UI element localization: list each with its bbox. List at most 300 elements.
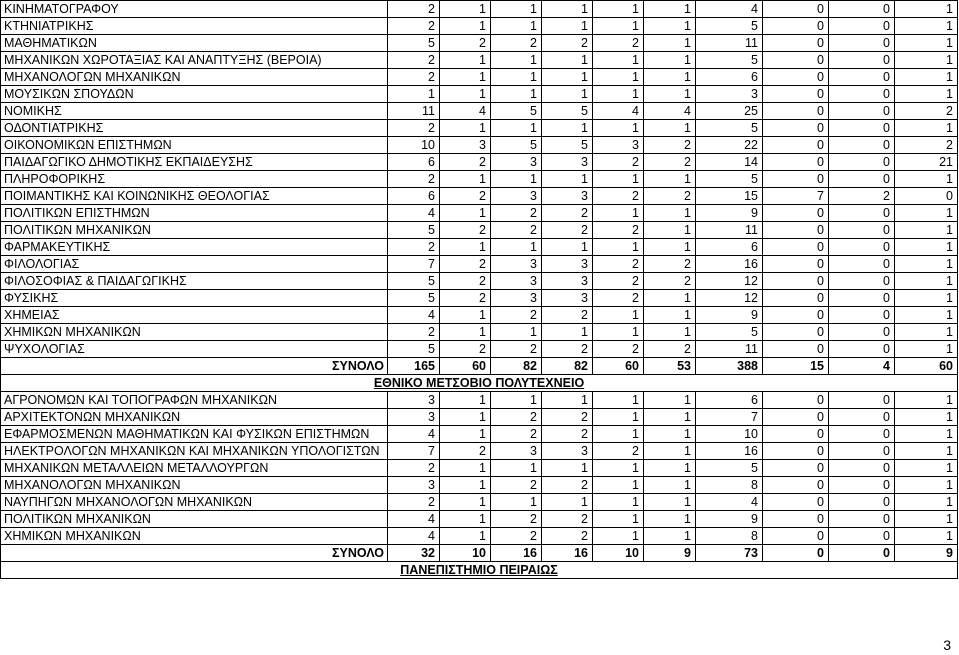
value-cell: 0 <box>829 426 895 443</box>
value-cell: 1 <box>440 460 491 477</box>
table-row <box>1 103 958 120</box>
total-value: 82 <box>542 358 593 375</box>
value-cell: 1 <box>895 256 958 273</box>
table-row <box>1 477 958 494</box>
table-row <box>1 35 958 52</box>
value-cell: 5 <box>696 52 763 69</box>
value-cell: 3 <box>491 154 542 171</box>
value-cell: 3 <box>388 409 440 426</box>
value-cell: 1 <box>644 35 696 52</box>
value-cell: 2 <box>542 35 593 52</box>
value-cell: 0 <box>763 460 829 477</box>
value-cell: 1 <box>644 205 696 222</box>
value-cell: 1 <box>895 392 958 409</box>
value-cell: 0 <box>829 86 895 103</box>
value-cell: 1 <box>440 239 491 256</box>
value-cell: 0 <box>829 273 895 290</box>
value-cell: 9 <box>696 205 763 222</box>
table-row <box>1 52 958 69</box>
value-cell: 1 <box>440 120 491 137</box>
value-cell: 0 <box>829 120 895 137</box>
value-cell: 12 <box>696 273 763 290</box>
value-cell: 2 <box>593 154 644 171</box>
value-cell: 0 <box>763 222 829 239</box>
value-cell: 2 <box>388 460 440 477</box>
department-name: ΗΛΕΚΤΡΟΛΟΓΩΝ ΜΗΧΑΝΙΚΩΝ ΚΑΙ ΜΗΧΑΝΙΚΩΝ ΥΠΟΛΟΓΙΣΤΩΝ <box>1 443 388 460</box>
value-cell: 2 <box>491 511 542 528</box>
department-name: ΜΗΧΑΝΙΚΩΝ ΜΕΤΑΛΛΕΙΩΝ ΜΕΤΑΛΛΟΥΡΓΩΝ <box>1 460 388 477</box>
value-cell: 1 <box>895 18 958 35</box>
value-cell: 1 <box>440 528 491 545</box>
department-name: ΦΙΛΟΣΟΦΙΑΣ & ΠΑΙΔΑΓΩΓΙΚΗΣ <box>1 273 388 290</box>
total-value: 60 <box>593 358 644 375</box>
value-cell: 2 <box>542 477 593 494</box>
value-cell: 0 <box>829 443 895 460</box>
table-row <box>1 494 958 511</box>
value-cell: 1 <box>440 307 491 324</box>
value-cell: 4 <box>388 307 440 324</box>
value-cell: 7 <box>696 409 763 426</box>
value-cell: 3 <box>491 256 542 273</box>
table-row <box>1 188 958 205</box>
value-cell: 2 <box>542 307 593 324</box>
total-value: 10 <box>440 545 491 562</box>
value-cell: 0 <box>829 222 895 239</box>
value-cell: 2 <box>542 426 593 443</box>
value-cell: 3 <box>542 290 593 307</box>
value-cell: 1 <box>440 86 491 103</box>
value-cell: 0 <box>829 477 895 494</box>
value-cell: 2 <box>491 528 542 545</box>
value-cell: 2 <box>440 35 491 52</box>
value-cell: 2 <box>593 256 644 273</box>
value-cell: 2 <box>644 341 696 358</box>
department-name: ΦΥΣΙΚΗΣ <box>1 290 388 307</box>
value-cell: 1 <box>895 409 958 426</box>
value-cell: 3 <box>491 443 542 460</box>
value-cell: 22 <box>696 137 763 154</box>
value-cell: 0 <box>763 86 829 103</box>
value-cell: 1 <box>895 86 958 103</box>
value-cell: 2 <box>593 222 644 239</box>
value-cell: 1 <box>593 511 644 528</box>
value-cell: 1 <box>644 324 696 341</box>
department-name: ΕΦΑΡΜΟΣΜΕΝΩΝ ΜΑΘΗΜΑΤΙΚΩΝ ΚΑΙ ΦΥΣΙΚΩΝ ΕΠΙΣΤΗΜΩΝ <box>1 426 388 443</box>
value-cell: 0 <box>763 511 829 528</box>
value-cell: 0 <box>763 392 829 409</box>
value-cell: 1 <box>440 324 491 341</box>
total-label: ΣΥΝΟΛΟ <box>1 545 388 562</box>
value-cell: 0 <box>763 18 829 35</box>
value-cell: 1 <box>895 426 958 443</box>
table-row <box>1 307 958 324</box>
value-cell: 12 <box>696 290 763 307</box>
value-cell: 1 <box>440 1 491 18</box>
value-cell: 5 <box>696 324 763 341</box>
value-cell: 2 <box>491 205 542 222</box>
section-header-row <box>1 562 958 579</box>
value-cell: 10 <box>696 426 763 443</box>
value-cell: 1 <box>895 341 958 358</box>
table-row <box>1 239 958 256</box>
value-cell: 2 <box>491 409 542 426</box>
department-name: ΝΑΥΠΗΓΩΝ ΜΗΧΑΝΟΛΟΓΩΝ ΜΗΧΑΝΙΚΩΝ <box>1 494 388 511</box>
value-cell: 1 <box>593 18 644 35</box>
value-cell: 0 <box>763 426 829 443</box>
value-cell: 7 <box>763 188 829 205</box>
value-cell: 3 <box>696 86 763 103</box>
value-cell: 2 <box>542 222 593 239</box>
value-cell: 0 <box>763 154 829 171</box>
value-cell: 0 <box>763 341 829 358</box>
value-cell: 2 <box>644 188 696 205</box>
value-cell: 2 <box>491 477 542 494</box>
value-cell: 2 <box>440 341 491 358</box>
value-cell: 0 <box>763 409 829 426</box>
table-row <box>1 205 958 222</box>
table-row <box>1 273 958 290</box>
value-cell: 0 <box>763 103 829 120</box>
value-cell: 1 <box>542 324 593 341</box>
value-cell: 14 <box>696 154 763 171</box>
value-cell: 1 <box>440 205 491 222</box>
value-cell: 5 <box>491 103 542 120</box>
value-cell: 0 <box>763 69 829 86</box>
value-cell: 0 <box>763 528 829 545</box>
table-row <box>1 290 958 307</box>
value-cell: 1 <box>644 426 696 443</box>
value-cell: 1 <box>593 528 644 545</box>
table-row <box>1 171 958 188</box>
value-cell: 1 <box>895 511 958 528</box>
department-name: ΠΟΙΜΑΝΤΙΚΗΣ ΚΑΙ ΚΟΙΝΩΝΙΚΗΣ ΘΕΟΛΟΓΙΑΣ <box>1 188 388 205</box>
value-cell: 1 <box>644 86 696 103</box>
value-cell: 1 <box>644 409 696 426</box>
value-cell: 1 <box>440 69 491 86</box>
value-cell: 1 <box>593 392 644 409</box>
department-name: ΑΓΡΟΝΟΜΩΝ ΚΑΙ ΤΟΠΟΓΡΑΦΩΝ ΜΗΧΑΝΙΚΩΝ <box>1 392 388 409</box>
value-cell: 4 <box>388 511 440 528</box>
value-cell: 5 <box>388 222 440 239</box>
value-cell: 5 <box>696 460 763 477</box>
department-name: ΦΙΛΟΛΟΓΙΑΣ <box>1 256 388 273</box>
value-cell: 1 <box>895 273 958 290</box>
value-cell: 3 <box>491 273 542 290</box>
value-cell: 11 <box>696 35 763 52</box>
department-name: ΑΡΧΙΤΕΚΤΟΝΩΝ ΜΗΧΑΝΙΚΩΝ <box>1 409 388 426</box>
value-cell: 4 <box>388 205 440 222</box>
value-cell: 4 <box>593 103 644 120</box>
value-cell: 9 <box>696 307 763 324</box>
value-cell: 0 <box>829 171 895 188</box>
value-cell: 1 <box>542 69 593 86</box>
value-cell: 1 <box>895 222 958 239</box>
value-cell: 2 <box>388 494 440 511</box>
value-cell: 6 <box>696 392 763 409</box>
value-cell: 0 <box>763 35 829 52</box>
value-cell: 2 <box>440 154 491 171</box>
value-cell: 2 <box>388 171 440 188</box>
table-row <box>1 222 958 239</box>
department-name: ΜΑΘΗΜΑΤΙΚΩΝ <box>1 35 388 52</box>
value-cell: 1 <box>491 171 542 188</box>
value-cell: 1 <box>593 324 644 341</box>
table-row <box>1 460 958 477</box>
value-cell: 1 <box>895 52 958 69</box>
value-cell: 2 <box>593 443 644 460</box>
value-cell: 1 <box>895 324 958 341</box>
value-cell: 3 <box>542 443 593 460</box>
value-cell: 2 <box>491 307 542 324</box>
value-cell: 5 <box>388 290 440 307</box>
table-row <box>1 409 958 426</box>
value-cell: 0 <box>763 120 829 137</box>
value-cell: 1 <box>542 1 593 18</box>
value-cell: 1 <box>593 1 644 18</box>
table-row <box>1 86 958 103</box>
table-row <box>1 256 958 273</box>
value-cell: 1 <box>542 239 593 256</box>
total-value: 32 <box>388 545 440 562</box>
value-cell: 1 <box>644 52 696 69</box>
value-cell: 2 <box>440 443 491 460</box>
value-cell: 4 <box>696 494 763 511</box>
value-cell: 11 <box>696 222 763 239</box>
value-cell: 2 <box>593 290 644 307</box>
value-cell: 7 <box>388 443 440 460</box>
value-cell: 0 <box>829 307 895 324</box>
value-cell: 1 <box>593 205 644 222</box>
department-name: ΝΟΜΙΚΗΣ <box>1 103 388 120</box>
value-cell: 1 <box>644 477 696 494</box>
value-cell: 5 <box>388 273 440 290</box>
total-value: 16 <box>542 545 593 562</box>
value-cell: 2 <box>644 154 696 171</box>
value-cell: 21 <box>895 154 958 171</box>
value-cell: 1 <box>895 528 958 545</box>
department-name: ΦΑΡΜΑΚΕΥΤΙΚΗΣ <box>1 239 388 256</box>
value-cell: 6 <box>388 188 440 205</box>
value-cell: 1 <box>644 494 696 511</box>
value-cell: 0 <box>829 103 895 120</box>
value-cell: 0 <box>829 1 895 18</box>
value-cell: 0 <box>829 290 895 307</box>
value-cell: 2 <box>895 137 958 154</box>
total-value: 9 <box>644 545 696 562</box>
value-cell: 0 <box>829 409 895 426</box>
value-cell: 4 <box>388 426 440 443</box>
value-cell: 3 <box>491 290 542 307</box>
value-cell: 0 <box>829 239 895 256</box>
value-cell: 1 <box>644 443 696 460</box>
total-value: 82 <box>491 358 542 375</box>
value-cell: 1 <box>440 511 491 528</box>
value-cell: 1 <box>491 120 542 137</box>
department-name: ΠΛΗΡΟΦΟΡΙΚΗΣ <box>1 171 388 188</box>
value-cell: 5 <box>388 341 440 358</box>
total-value: 9 <box>895 545 958 562</box>
value-cell: 0 <box>763 256 829 273</box>
value-cell: 2 <box>491 426 542 443</box>
value-cell: 0 <box>829 256 895 273</box>
value-cell: 0 <box>829 494 895 511</box>
value-cell: 3 <box>388 477 440 494</box>
value-cell: 2 <box>542 528 593 545</box>
value-cell: 2 <box>593 35 644 52</box>
value-cell: 0 <box>829 528 895 545</box>
value-cell: 1 <box>593 86 644 103</box>
table-row <box>1 154 958 171</box>
value-cell: 0 <box>763 477 829 494</box>
table-row <box>1 443 958 460</box>
value-cell: 1 <box>644 511 696 528</box>
department-name: ΠΑΙΔΑΓΩΓΙΚΟ ΔΗΜΟΤΙΚΗΣ ΕΚΠΑΙΔΕΥΣΗΣ <box>1 154 388 171</box>
value-cell: 11 <box>388 103 440 120</box>
value-cell: 3 <box>542 256 593 273</box>
value-cell: 3 <box>491 188 542 205</box>
value-cell: 1 <box>593 171 644 188</box>
value-cell: 5 <box>696 18 763 35</box>
value-cell: 6 <box>696 69 763 86</box>
value-cell: 1 <box>593 239 644 256</box>
total-value: 15 <box>763 358 829 375</box>
value-cell: 1 <box>593 426 644 443</box>
value-cell: 5 <box>542 137 593 154</box>
value-cell: 1 <box>895 205 958 222</box>
value-cell: 1 <box>593 307 644 324</box>
value-cell: 2 <box>644 137 696 154</box>
value-cell: 1 <box>895 239 958 256</box>
value-cell: 1 <box>542 52 593 69</box>
value-cell: 1 <box>644 171 696 188</box>
department-name: ΜΗΧΑΝΟΛΟΓΩΝ ΜΗΧΑΝΙΚΩΝ <box>1 477 388 494</box>
value-cell: 1 <box>440 477 491 494</box>
value-cell: 8 <box>696 477 763 494</box>
value-cell: 5 <box>696 171 763 188</box>
department-name: ΜΗΧΑΝΙΚΩΝ ΧΩΡΟΤΑΞΙΑΣ ΚΑΙ ΑΝΑΠΤΥΞΗΣ (ΒΕΡΟΙΑ) <box>1 52 388 69</box>
value-cell: 0 <box>829 511 895 528</box>
value-cell: 0 <box>763 494 829 511</box>
value-cell: 4 <box>388 528 440 545</box>
department-name: ΜΗΧΑΝΟΛΟΓΩΝ ΜΗΧΑΝΙΚΩΝ <box>1 69 388 86</box>
value-cell: 1 <box>542 86 593 103</box>
value-cell: 2 <box>388 18 440 35</box>
department-name: ΜΟΥΣΙΚΩΝ ΣΠΟΥΔΩΝ <box>1 86 388 103</box>
value-cell: 2 <box>593 341 644 358</box>
value-cell: 0 <box>829 392 895 409</box>
department-name: ΟΔΟΝΤΙΑΤΡΙΚΗΣ <box>1 120 388 137</box>
value-cell: 1 <box>895 477 958 494</box>
value-cell: 2 <box>895 103 958 120</box>
value-cell: 4 <box>696 1 763 18</box>
value-cell: 1 <box>593 477 644 494</box>
value-cell: 6 <box>388 154 440 171</box>
value-cell: 0 <box>829 324 895 341</box>
value-cell: 1 <box>895 171 958 188</box>
total-value: 388 <box>696 358 763 375</box>
value-cell: 1 <box>895 307 958 324</box>
value-cell: 2 <box>388 69 440 86</box>
value-cell: 1 <box>593 409 644 426</box>
value-cell: 1 <box>895 443 958 460</box>
value-cell: 8 <box>696 528 763 545</box>
table-row <box>1 18 958 35</box>
value-cell: 2 <box>440 222 491 239</box>
value-cell: 3 <box>542 188 593 205</box>
value-cell: 0 <box>829 460 895 477</box>
value-cell: 2 <box>644 273 696 290</box>
value-cell: 1 <box>491 69 542 86</box>
total-value: 0 <box>763 545 829 562</box>
department-name: ΧΗΜΙΚΩΝ ΜΗΧΑΝΙΚΩΝ <box>1 528 388 545</box>
table-body <box>1 1 958 579</box>
value-cell: 0 <box>763 290 829 307</box>
value-cell: 1 <box>491 324 542 341</box>
value-cell: 0 <box>763 239 829 256</box>
department-name: ΧΗΜΕΙΑΣ <box>1 307 388 324</box>
value-cell: 0 <box>763 1 829 18</box>
value-cell: 2 <box>388 1 440 18</box>
total-value: 16 <box>491 545 542 562</box>
value-cell: 4 <box>440 103 491 120</box>
department-name: ΨΥΧΟΛΟΓΙΑΣ <box>1 341 388 358</box>
value-cell: 2 <box>388 239 440 256</box>
table-row <box>1 120 958 137</box>
table-row <box>1 528 958 545</box>
value-cell: 1 <box>644 69 696 86</box>
value-cell: 1 <box>542 494 593 511</box>
value-cell: 1 <box>895 290 958 307</box>
value-cell: 1 <box>644 239 696 256</box>
value-cell: 1 <box>895 35 958 52</box>
value-cell: 1 <box>593 120 644 137</box>
value-cell: 1 <box>644 392 696 409</box>
department-name: ΠΟΛΙΤΙΚΩΝ ΜΗΧΑΝΙΚΩΝ <box>1 222 388 239</box>
value-cell: 1 <box>491 52 542 69</box>
value-cell: 1 <box>644 18 696 35</box>
value-cell: 16 <box>696 256 763 273</box>
value-cell: 0 <box>763 171 829 188</box>
value-cell: 1 <box>895 494 958 511</box>
value-cell: 2 <box>440 188 491 205</box>
value-cell: 1 <box>542 18 593 35</box>
value-cell: 1 <box>440 426 491 443</box>
value-cell: 4 <box>644 103 696 120</box>
value-cell: 0 <box>829 69 895 86</box>
value-cell: 3 <box>388 392 440 409</box>
value-cell: 5 <box>696 120 763 137</box>
section-title: ΠΑΝΕΠΙΣΤΗΜΙΟ ΠΕΙΡΑΙΩΣ <box>1 562 958 579</box>
value-cell: 2 <box>491 222 542 239</box>
value-cell: 2 <box>593 188 644 205</box>
value-cell: 1 <box>593 494 644 511</box>
table-row <box>1 324 958 341</box>
department-name: ΚΤΗΝΙΑΤΡΙΚΗΣ <box>1 18 388 35</box>
value-cell: 11 <box>696 341 763 358</box>
page-number: 3 <box>943 637 951 653</box>
total-value: 73 <box>696 545 763 562</box>
value-cell: 1 <box>491 460 542 477</box>
value-cell: 0 <box>763 324 829 341</box>
value-cell: 0 <box>763 443 829 460</box>
section-header-row <box>1 375 958 392</box>
value-cell: 2 <box>542 409 593 426</box>
value-cell: 1 <box>895 120 958 137</box>
total-label: ΣΥΝΟΛΟ <box>1 358 388 375</box>
total-row <box>1 545 958 562</box>
table-row <box>1 511 958 528</box>
table-row <box>1 137 958 154</box>
